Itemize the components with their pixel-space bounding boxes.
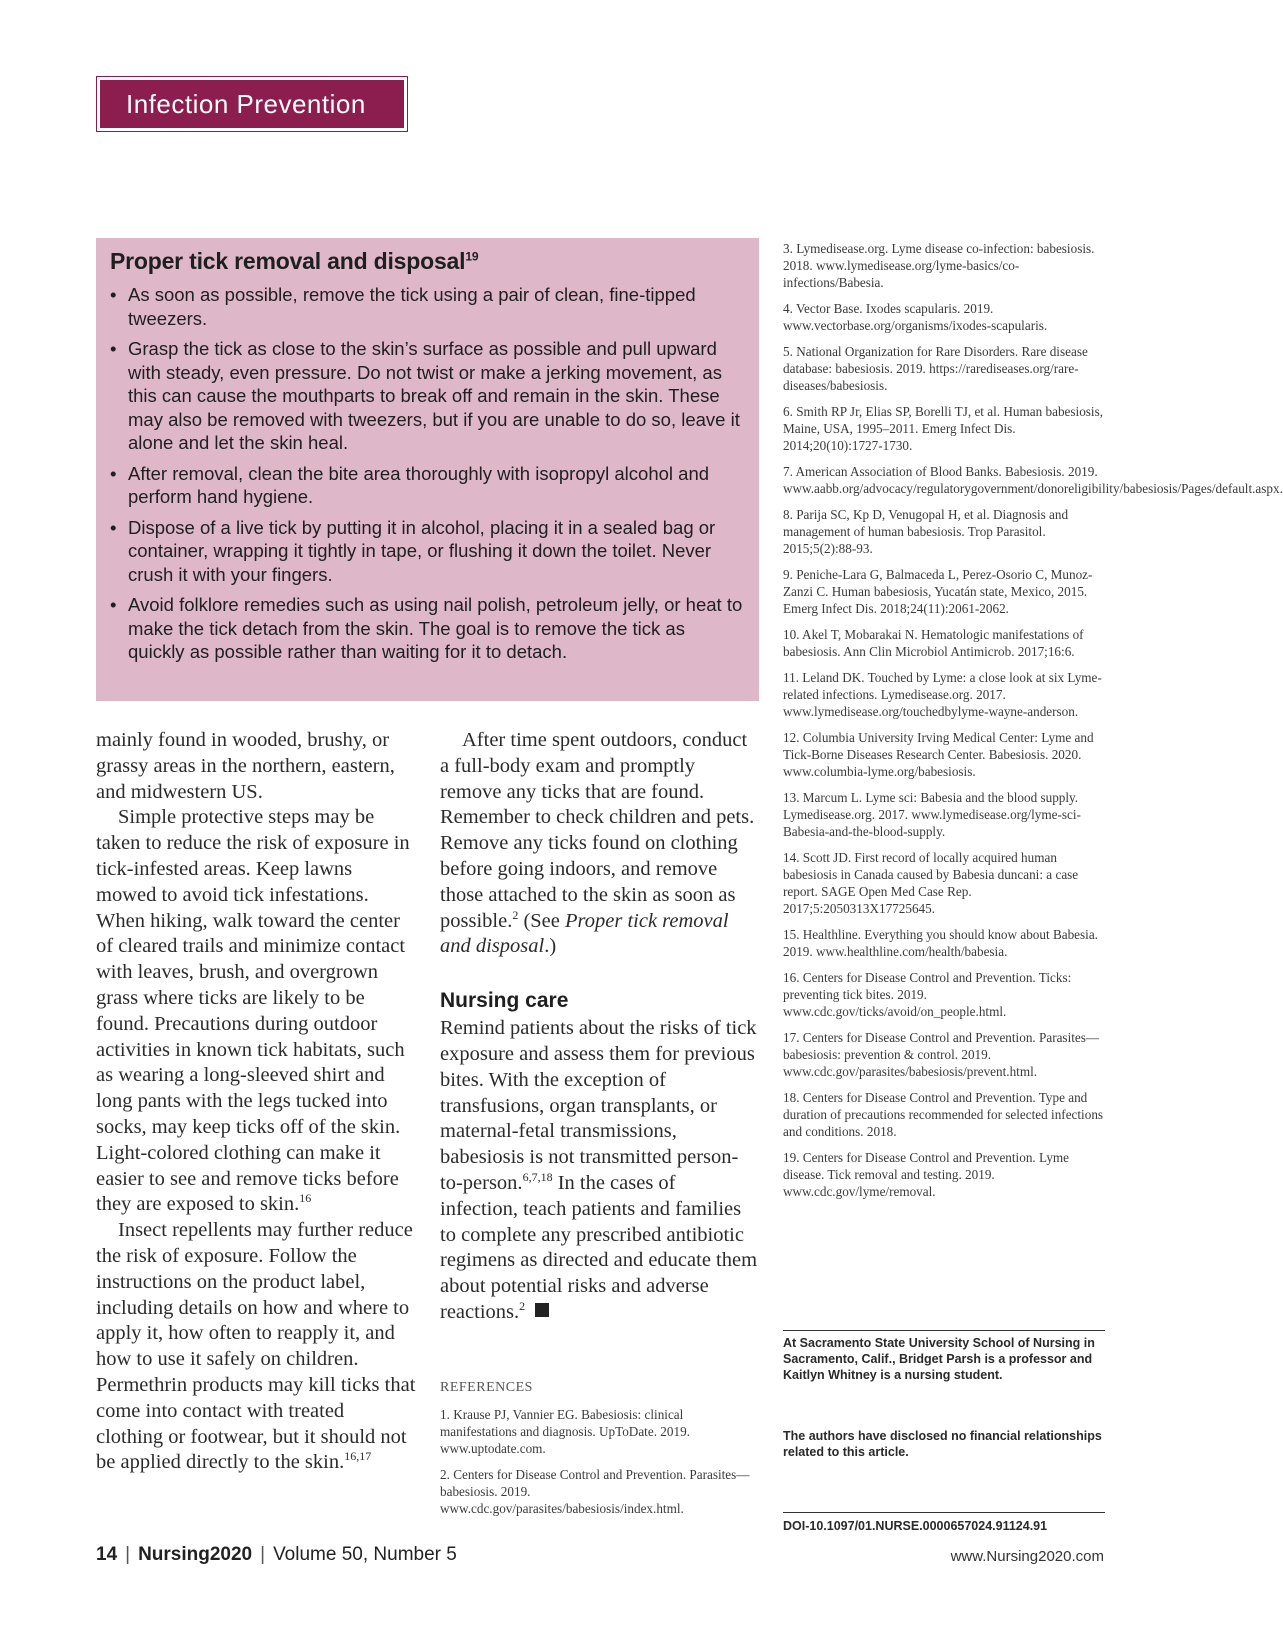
doi: DOI-10.1097/01.NURSE.0000657024.91124.91 <box>783 1519 1048 1533</box>
body-paragraph <box>440 1016 758 1326</box>
reference-item: 2. Centers for Disease Control and Prevention. Parasites—babesiosis. 2019. www.cdc.gov/parasites/babesiosis/index.html. <box>440 1467 750 1516</box>
reference-item: 9. Peniche-Lara G, Balmaceda L, Perez-Osorio C, Munoz-Zanzi C. Human babesiosis, Yucatán state, Mexico, 2015. Emerg Infect Dis. 2018;24(11):2061-2062. <box>783 567 1093 616</box>
footer-separator: | <box>260 1544 266 1565</box>
tip-item <box>110 516 743 587</box>
paragraph-text: Remind patients about the risks of tick exposure and assess them for previous bites. With the exception of transfusions, organ transplants, or maternal-fetal transmissions, babesiosis is not transmitted person-to-person. <box>440 1017 757 1194</box>
end-of-article-icon <box>535 1303 549 1317</box>
page-number: 14 <box>96 1544 118 1565</box>
citation-ref: 2 <box>519 1299 526 1314</box>
tip-text: Avoid folklore remedies such as using nail polish, petroleum jelly, or heat to make the tick detach from the skin. The goal is to remove the tick as quickly as possible rather than waiting for it to detach. <box>128 594 743 662</box>
citation-ref: 16,17 <box>344 1449 372 1464</box>
reference-item: 14. Scott JD. First record of locally acquired human babesiosis in Canada caused by Babesia duncani: a case report. SAGE Open Med Case Rep. 2017;5:2050313X17725645. <box>783 850 1079 916</box>
reference-item: 16. Centers for Disease Control and Prevention. Ticks: preventing tick bites. 2019. www.cdc.gov/ticks/avoid/on_people.html. <box>783 970 1072 1019</box>
reference-item: 12. Columbia University Irving Medical Center: Lyme and Tick-Borne Diseases Research Center. Babesiosis. 2020. www.columbia-lyme.org/babesiosis. <box>783 730 1094 779</box>
paragraph-text: Simple protective steps may be taken to reduce the risk of exposure in tick-infested areas. Keep lawns mowed to avoid tick infestations. When hiking, walk toward the center of cleared trails and minimize contact with leaves, brush, and overgrown grass where ticks are likely to be found. Precautions during outdoor activities in known tick habitats, such as wearing a long-sleeved shirt and long pants with the legs tucked into socks, may keep ticks off of the skin. Light-colored clothing can make it easier to see and remove ticks before they are exposed to skin. <box>96 806 410 1216</box>
author-affiliation: At Sacramento State University School of Nursing in Sacramento, Calif., Bridget Parsh is a professor and Kaitlyn Whitney is a nursing student. <box>783 1336 1095 1382</box>
paragraph-text: After time spent outdoors, conduct a full-body exam and promptly remove any ticks that are found. Remember to check children and pets. Remove any ticks found on clothing before going indoors, and remove those attached to the skin as soon as possible. <box>440 729 755 932</box>
tip-box-title-ref: 19 <box>465 249 479 264</box>
tip-item <box>110 337 743 455</box>
tip-text: After removal, clean the bite area thoroughly with isopropyl alcohol and perform hand hygiene. <box>128 462 710 507</box>
bullet-icon: • <box>110 284 117 305</box>
website-link[interactable]: www.Nursing2020.com <box>950 1548 1104 1565</box>
reference-item: 11. Leland DK. Touched by Lyme: a close look at six Lyme-related infections. Lymedisease.org. 2017. www.lymedisease.org/touchedbylyme-wayne-anderson. <box>783 670 1102 719</box>
tip-box-title-text: Proper tick removal and disposal <box>110 248 466 274</box>
reference-item: 18. Centers for Disease Control and Prevention. Type and duration of precautions recommended for selected infections and conditions. 2018. <box>783 1090 1104 1139</box>
section-banner <box>96 76 408 132</box>
reference-item: 19. Centers for Disease Control and Prevention. Lyme disease. Tick removal and testing. 2019. www.cdc.gov/lyme/removal. <box>783 1150 1070 1199</box>
divider <box>783 1330 1105 1331</box>
reference-item: 1. Krause PJ, Vannier EG. Babesiosis: clinical manifestations and diagnosis. UpToDate. 2019. www.uptodate.com. <box>440 1407 690 1456</box>
reference-item: 13. Marcum L. Lyme sci: Babesia and the blood supply. Lymedisease.org. 2017. www.lymedisease.org/lyme-sci-Babesia-and-the-blood-supply. <box>783 790 1081 839</box>
body-column-1 <box>96 728 416 1476</box>
reference-item: 10. Akel T, Mobarakai N. Hematologic manifestations of babesiosis. Ann Clin Microbiol Antimicrob. 2017;16:6. <box>783 627 1084 659</box>
see-also-open: (See <box>518 909 566 932</box>
reference-item: 7. American Association of Blood Banks. Babesiosis. 2019. www.aabb.org/advocacy/regulatorygovernment/donoreligibility/babesiosis/Pages/default.aspx. <box>783 464 1283 496</box>
tip-item <box>110 593 743 664</box>
reference-item: 17. Centers for Disease Control and Prevention. Parasites—babesiosis: prevention & control. 2019. www.cdc.gov/parasites/babesiosis/prevent.html. <box>783 1030 1100 1079</box>
reference-item: 5. National Organization for Rare Disorders. Rare disease database: babesiosis. 2019. https://rarediseases.org/rare-diseases/babesiosis. <box>783 344 1088 393</box>
disclosure-statement: The authors have disclosed no financial relationships related to this article. <box>783 1429 1102 1459</box>
tip-item <box>110 283 743 330</box>
reference-item: 4. Vector Base. Ixodes scapularis. 2019. www.vectorbase.org/organisms/ixodes-scapularis. <box>783 301 1048 333</box>
references-list-left <box>440 1406 750 1526</box>
bullet-icon: • <box>110 462 117 484</box>
reference-item: 3. Lymedisease.org. Lyme disease co-infection: babesiosis. 2018. www.lymedisease.org/lyme-basics/co-infections/Babesia. <box>783 241 1095 290</box>
divider <box>783 1512 1105 1513</box>
bullet-icon: • <box>110 516 117 538</box>
tip-text: Dispose of a live tick by putting it in alcohol, placing it in a sealed bag or container, wrapping it tightly in tape, or flushing it down the toilet. Never crush it with your fingers. <box>128 516 716 585</box>
body-paragraph: mainly found in wooded, brushy, or grassy areas in the northern, eastern, and midwestern US. <box>96 729 395 803</box>
tip-box-title <box>110 248 743 275</box>
see-also-link: Proper tick removal and disposal <box>440 909 729 958</box>
tip-sidebar-box <box>96 238 759 701</box>
body-paragraph <box>440 728 758 960</box>
reference-item: 8. Parija SC, Kp D, Venugopal H, et al. Diagnosis and management of human babesiosis. Trop Parasitol. 2015;5(2):88-93. <box>783 507 1069 556</box>
bullet-icon: • <box>110 594 117 615</box>
tip-text: Grasp the tick as close to the skin’s surface as possible and pull upward with steady, even pressure. Do not twist or make a jerking movement, as this can cause the mouthparts to break off and remain in the skin. These may also be removed with tweezers, but if you are unable to do so, leave it alone and let the skin heal. <box>128 338 740 453</box>
journal-name: Nursing2020 <box>138 1544 253 1565</box>
volume-info: Volume 50, Number 5 <box>273 1544 457 1565</box>
citation-ref: 2 <box>512 907 519 922</box>
body-column-2 <box>440 728 758 1326</box>
footer-citation <box>96 1544 457 1566</box>
paragraph-text: Insect repellents may further reduce the risk of exposure. Follow the instructions on the product label, including details on how and where to apply it, how often to reapply it, and how to use it safely on children. Permethrin products may kill ticks that come into contact with treated clothing or footwear, but it should not be applied directly to the skin. <box>96 1219 416 1474</box>
tip-item <box>110 462 743 509</box>
references-list-right <box>783 240 1283 1209</box>
section-heading: Nursing care <box>440 989 569 1013</box>
reference-item: 15. Healthline. Everything you should know about Babesia. 2019. www.healthline.com/health/babesia. <box>783 927 1098 959</box>
reference-item: 6. Smith RP Jr, Elias SP, Borelli TJ, et al. Human babesiosis, Maine, USA, 1995–2011. Emerg Infect Dis. 2014;20(10):1727-1730. <box>783 404 1104 453</box>
footer-separator: | <box>125 1544 131 1565</box>
references-heading: REFERENCES <box>440 1380 533 1395</box>
tip-text: As soon as possible, remove the tick using a pair of clean, fine-tipped tweezers. <box>128 284 696 329</box>
bullet-icon: • <box>110 338 117 359</box>
see-also-close: .) <box>544 935 557 958</box>
citation-ref: 6,7,18 <box>522 1170 553 1185</box>
citation-ref: 16 <box>299 1191 312 1206</box>
body-paragraph <box>96 805 416 1218</box>
section-label: Infection Prevention <box>100 80 404 128</box>
body-paragraph <box>96 1218 416 1476</box>
tip-list <box>110 283 743 664</box>
paragraph-text: In the cases of infection, teach patients and families to complete any prescribed antibiotic regimens as directed and educate them about potential risks and adverse reactions. <box>440 1171 758 1323</box>
